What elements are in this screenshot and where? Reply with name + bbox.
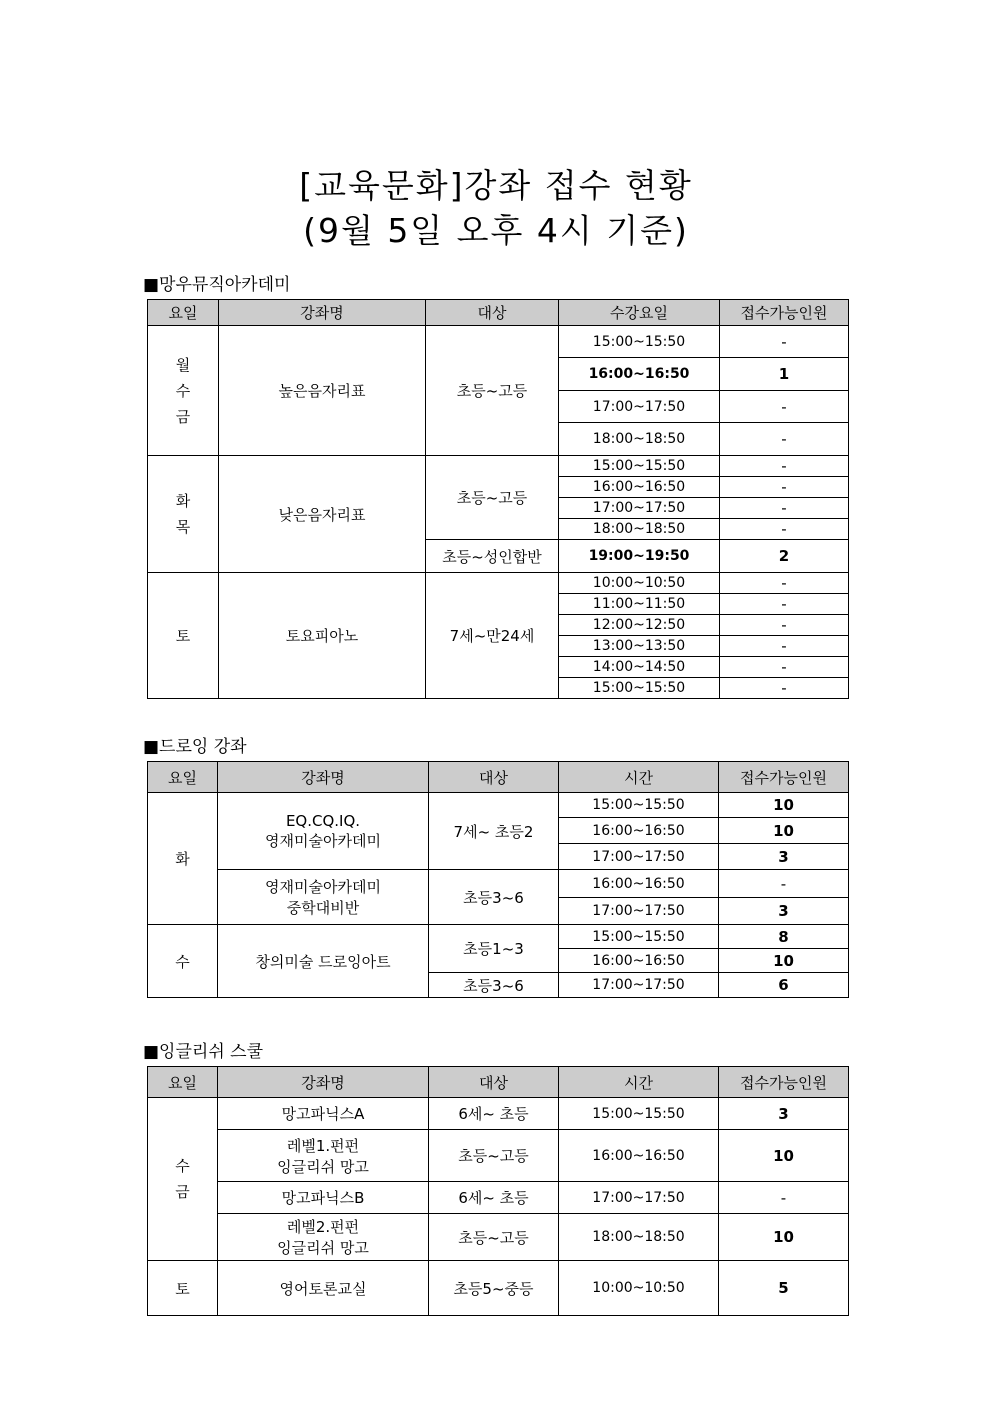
- day-cell: 화 목: [148, 456, 219, 573]
- target-cell: 7세~만24세: [426, 573, 559, 699]
- seats-cell: 3: [719, 844, 849, 870]
- day-cell: 수: [148, 925, 218, 998]
- table-row: [148, 1130, 849, 1182]
- day-cell: 월 수 금: [148, 326, 219, 456]
- table-row: [148, 1214, 849, 1261]
- seats-cell: 10: [719, 1130, 849, 1182]
- time-cell: 10:00~10:50: [559, 573, 720, 594]
- time-cell: 17:00~17:50: [559, 1182, 719, 1214]
- header-seats: 접수가능인원: [720, 300, 849, 326]
- section-heading-english: ■잉글리쉬 스쿨: [143, 1042, 263, 1062]
- table-row: [148, 456, 849, 477]
- seats-cell: -: [719, 1182, 849, 1214]
- seats-cell: 10: [719, 793, 849, 818]
- course-cell: 망고파닉스B: [218, 1182, 429, 1214]
- header-course: 강좌명: [218, 762, 429, 793]
- table-row: [148, 870, 849, 898]
- time-cell: 10:00~10:50: [559, 1261, 719, 1316]
- english-table: [147, 1066, 849, 1316]
- header-time: 시간: [559, 1067, 719, 1098]
- time-cell: 19:00~19:50: [559, 540, 720, 573]
- seats-cell: 5: [719, 1261, 849, 1316]
- seats-cell: 10: [719, 949, 849, 973]
- course-cell: 낮은음자리표: [219, 456, 426, 573]
- time-cell: 16:00~16:50: [559, 870, 719, 898]
- seats-cell: -: [720, 615, 849, 636]
- seats-cell: -: [720, 423, 849, 456]
- header-course: 강좌명: [219, 300, 426, 326]
- seats-cell: 3: [719, 1098, 849, 1130]
- time-cell: 11:00~11:50: [559, 594, 720, 615]
- seats-cell: -: [720, 573, 849, 594]
- seats-cell: -: [720, 678, 849, 699]
- header-target: 대상: [429, 1067, 559, 1098]
- seats-cell: -: [720, 477, 849, 498]
- time-cell: 16:00~16:50: [559, 477, 720, 498]
- time-cell: 15:00~15:50: [559, 1098, 719, 1130]
- target-cell: 초등1~3: [429, 925, 559, 973]
- course-cell: 레벨1.펀펀 잉글리쉬 망고: [218, 1130, 429, 1182]
- day-cell: 토: [148, 1261, 218, 1316]
- seats-cell: -: [720, 498, 849, 519]
- seats-cell: 2: [720, 540, 849, 573]
- header-day: 요일: [148, 300, 219, 326]
- target-cell: 초등5~중등: [429, 1261, 559, 1316]
- header-seats: 접수가능인원: [719, 762, 849, 793]
- day-cell: 수 금: [148, 1098, 218, 1261]
- time-cell: 17:00~17:50: [559, 898, 719, 925]
- target-cell: 초등~고등: [426, 326, 559, 456]
- page-subtitle: (9월 5일 오후 4시 기준): [303, 211, 689, 250]
- time-cell: 17:00~17:50: [559, 844, 719, 870]
- target-cell: 초등~고등: [426, 456, 559, 540]
- seats-cell: -: [720, 636, 849, 657]
- target-cell: 6세~ 초등: [429, 1182, 559, 1214]
- time-cell: 16:00~16:50: [559, 1130, 719, 1182]
- section-heading-drawing: ■드로잉 강좌: [143, 737, 247, 757]
- header-target: 대상: [429, 762, 559, 793]
- time-cell: 15:00~15:50: [559, 326, 720, 358]
- time-cell: 18:00~18:50: [559, 423, 720, 456]
- seats-cell: -: [720, 594, 849, 615]
- time-cell: 12:00~12:50: [559, 615, 720, 636]
- seats-cell: -: [719, 870, 849, 898]
- course-cell: 영어토론교실: [218, 1261, 429, 1316]
- target-cell: 초등3~6: [429, 973, 559, 998]
- time-cell: 17:00~17:50: [559, 391, 720, 423]
- table-row: [148, 793, 849, 818]
- course-cell: 레벨2.펀펀 잉글리쉬 망고: [218, 1214, 429, 1261]
- time-cell: 13:00~13:50: [559, 636, 720, 657]
- time-cell: 15:00~15:50: [559, 678, 720, 699]
- time-cell: 16:00~16:50: [559, 818, 719, 844]
- seats-cell: 3: [719, 898, 849, 925]
- target-cell: 초등~고등: [429, 1214, 559, 1261]
- target-cell: 초등~성인합반: [426, 540, 559, 573]
- header-course: 강좌명: [218, 1067, 429, 1098]
- course-cell: 망고파닉스A: [218, 1098, 429, 1130]
- course-cell: 영재미술아카데미 중학대비반: [218, 870, 429, 925]
- course-cell: 토요피아노: [219, 573, 426, 699]
- course-cell: EQ.CQ.IQ. 영재미술아카데미: [218, 793, 429, 870]
- target-cell: 초등~고등: [429, 1130, 559, 1182]
- time-cell: 15:00~15:50: [559, 925, 719, 949]
- table-row: [148, 573, 849, 594]
- header-time: 시간: [559, 762, 719, 793]
- time-cell: 14:00~14:50: [559, 657, 720, 678]
- time-cell: 15:00~15:50: [559, 456, 720, 477]
- seats-cell: 8: [719, 925, 849, 949]
- course-cell: 창의미술 드로잉아트: [218, 925, 429, 998]
- target-cell: 6세~ 초등: [429, 1098, 559, 1130]
- header-day: 요일: [148, 1067, 218, 1098]
- seats-cell: -: [720, 519, 849, 540]
- time-cell: 15:00~15:50: [559, 793, 719, 818]
- time-cell: 17:00~17:50: [559, 498, 720, 519]
- target-cell: 초등3~6: [429, 870, 559, 925]
- target-cell: 7세~ 초등2: [429, 793, 559, 870]
- seats-cell: 1: [720, 358, 849, 391]
- seats-cell: -: [720, 391, 849, 423]
- table-row: [148, 326, 849, 358]
- course-cell: 높은음자리표: [219, 326, 426, 456]
- time-cell: 16:00~16:50: [559, 949, 719, 973]
- header-seats: 접수가능인원: [719, 1067, 849, 1098]
- page-title: [교육문화]강좌 접수 현황: [299, 166, 693, 205]
- header-schedule: 수강요일: [559, 300, 720, 326]
- seats-cell: 10: [719, 1214, 849, 1261]
- header-target: 대상: [426, 300, 559, 326]
- seats-cell: -: [720, 326, 849, 358]
- section-heading-music: ■망우뮤직아카데미: [143, 275, 291, 295]
- time-cell: 16:00~16:50: [559, 358, 720, 391]
- table-row: [148, 1182, 849, 1214]
- header-day: 요일: [148, 762, 218, 793]
- table-row: [148, 925, 849, 949]
- music-table: [147, 299, 849, 699]
- seats-cell: 10: [719, 818, 849, 844]
- time-cell: 17:00~17:50: [559, 973, 719, 998]
- drawing-table: [147, 761, 849, 998]
- time-cell: 18:00~18:50: [559, 1214, 719, 1261]
- table-row: [148, 1261, 849, 1316]
- day-cell: 화: [148, 793, 218, 925]
- seats-cell: 6: [719, 973, 849, 998]
- day-cell: 토: [148, 573, 219, 699]
- seats-cell: -: [720, 456, 849, 477]
- table-row: [148, 1098, 849, 1130]
- seats-cell: -: [720, 657, 849, 678]
- time-cell: 18:00~18:50: [559, 519, 720, 540]
